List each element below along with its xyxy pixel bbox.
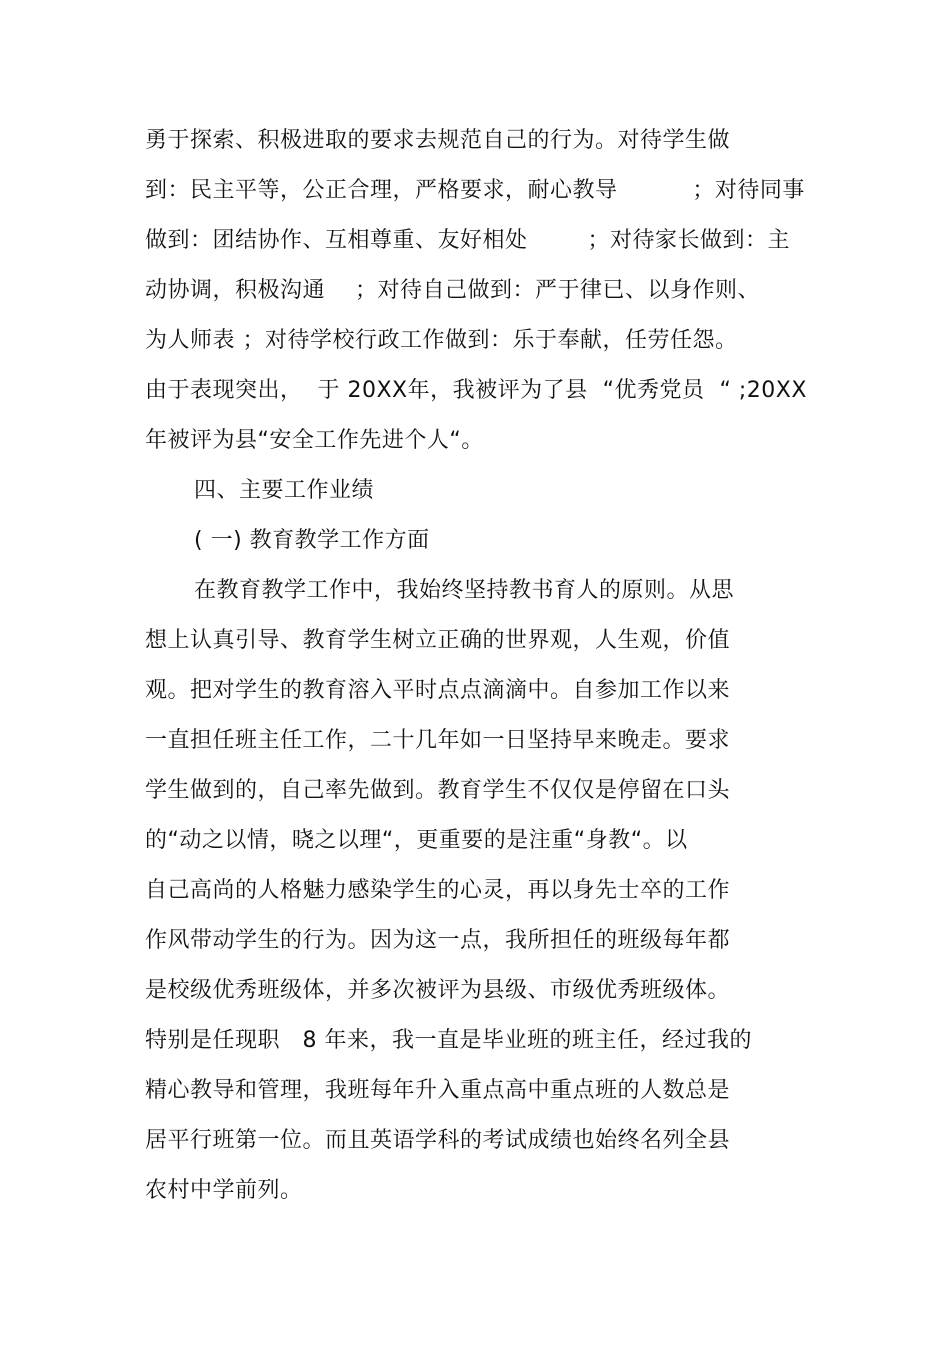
section-heading: 四、主要工作业绩 [194,478,375,503]
paragraph-first-line: 在教育教学工作中，我始终坚持教书育人的原则。从思 [194,578,735,603]
text-line-14: 学生做到的，自己率先做到。教育学生不仅仅是停留在口头 [145,778,731,803]
text-line-16: 自己高尚的人格魅力感染学生的心灵，再以身先士卒的工作 [145,878,731,903]
text-line-17: 作风带动学生的行为。因为这一点，我所担任的班级每年都 [145,928,731,953]
text-line-18: 是校级优秀班级体，并多次被评为县级、市级优秀班级体。 [145,978,731,1003]
text-line-20: 精心教导和管理，我班每年升入重点高中重点班的人数总是 [145,1078,731,1103]
text-line-11: 想上认真引导、教育学生树立正确的世界观，人生观，价值 [145,628,731,653]
text-line-2: 到：民主平等，公正合理，严格要求，耐心教导 ；对待同事 [145,178,805,203]
text-line-22: 农村中学前列。 [145,1178,303,1203]
text-line-1: 勇于探索、积极进取的要求去规范自己的行为。对待学生做 [145,128,731,153]
subsection-heading: ( 一) 教育教学工作方面 [194,528,430,553]
text-line-21: 居平行班第一位。而且英语学科的考试成绩也始终名列全县 [145,1128,731,1153]
text-line-13: 一直担任班主任工作，二十几年如一日坚持早来晚走。要求 [145,728,731,753]
text-line-19: 特别是任现职 8 年来，我一直是毕业班的班主任，经过我的 [145,1028,752,1053]
text-line-4: 动协调，积极沟通 ；对待自己做到：严于律已、以身作则、 [145,278,760,303]
text-line-3: 做到：团结协作、互相尊重、友好相处 ；对待家长做到：主 [145,228,790,253]
text-line-12: 观。把对学生的教育溶入平时点点滴滴中。自参加工作以来 [145,678,731,703]
text-line-15: 的“动之以情，晓之以理“，更重要的是注重“身教“。以 [145,828,688,853]
text-line-7: 年被评为县“安全工作先进个人“。 [145,428,484,453]
text-line-6: 由于表现突出， 于 20XX年，我被评为了县 “优秀党员 “ ;20XX [145,378,807,403]
text-line-5: 为人师表 ；对待学校行政工作做到：乐于奉献，任劳任怨。 [145,328,738,353]
